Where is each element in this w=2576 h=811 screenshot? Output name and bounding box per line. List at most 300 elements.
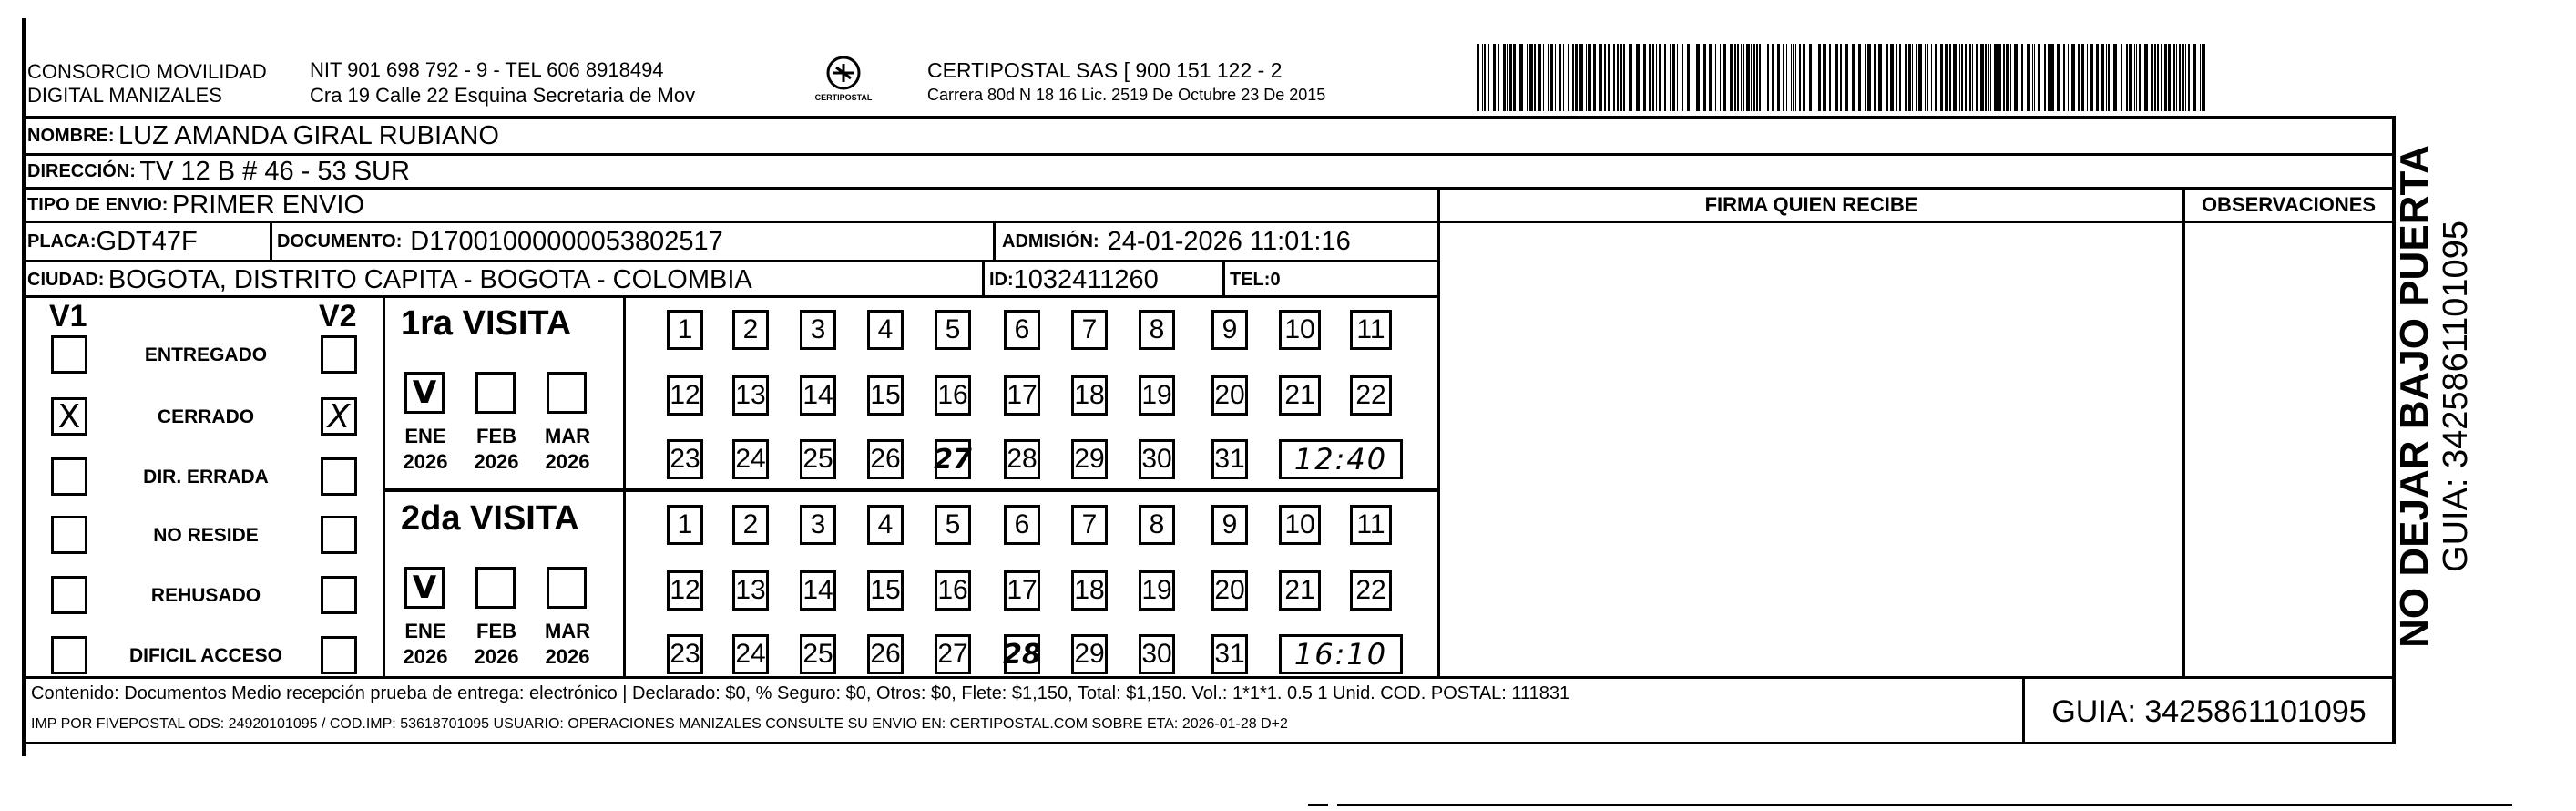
day-box[interactable]	[1071, 439, 1108, 479]
direccion-label: DIRECCIÓN:	[27, 160, 136, 181]
barcode-bar	[2113, 44, 2117, 111]
day-number: 4	[877, 314, 894, 344]
day-number: 28	[1003, 638, 1041, 671]
month-year: 2026	[474, 645, 519, 668]
day-box[interactable]	[732, 310, 769, 350]
day-box[interactable]	[1139, 570, 1175, 611]
barcode-bar	[1538, 44, 1541, 111]
barcode-bar	[2185, 44, 2186, 111]
barcode-bar	[1703, 44, 1706, 111]
barcode-bar	[2071, 44, 2075, 111]
day-number: 10	[1284, 314, 1315, 344]
barcode-bar	[1529, 44, 1533, 111]
barcode-bar	[2134, 44, 2135, 111]
barcode	[1477, 44, 2212, 111]
ciudad-row	[27, 263, 752, 296]
signature-area[interactable]	[1443, 224, 2181, 674]
barcode-bar	[1751, 44, 1752, 111]
barcode-bar	[1786, 44, 1787, 111]
month-name: ENE	[404, 620, 446, 642]
barcode-bar	[1777, 44, 1780, 111]
barcode-bar	[1664, 44, 1666, 111]
barcode-bar	[2200, 44, 2201, 111]
day-number: 14	[802, 575, 833, 605]
barcode-bar	[2139, 44, 2141, 111]
day-number: 15	[870, 380, 901, 410]
day-box[interactable]	[1211, 634, 1248, 674]
barcode-bar	[1916, 44, 1917, 111]
day-number: 19	[1141, 575, 1172, 605]
day-box[interactable]	[800, 375, 836, 416]
placa-row	[27, 225, 198, 258]
barcode-bar	[1988, 44, 1989, 111]
month-checkbox[interactable]	[475, 567, 516, 609]
barcode-bar	[1998, 44, 2001, 111]
side-guia: GUIA: 3425861101095	[2437, 221, 2475, 572]
day-number: 8	[1149, 314, 1165, 344]
v1-checkbox[interactable]	[51, 516, 87, 554]
v2-checkbox[interactable]	[321, 335, 357, 374]
certipostal-line1: CERTIPOSTAL SAS [ 900 151 122 - 2	[927, 58, 1283, 82]
footer-guia: GUIA: 3425861101095	[2051, 694, 2366, 729]
v2-checkbox[interactable]	[321, 457, 357, 496]
day-number: 2	[742, 509, 759, 539]
barcode-bar	[1543, 44, 1544, 111]
day-box[interactable]	[1004, 505, 1040, 545]
month-checkbox[interactable]	[547, 567, 587, 609]
barcode-bar	[2010, 44, 2011, 111]
v1-checkbox[interactable]	[51, 335, 87, 374]
day-box[interactable]	[935, 439, 971, 479]
day-box[interactable]	[1211, 505, 1248, 545]
day-number: 5	[945, 314, 961, 344]
day-box[interactable]	[732, 439, 769, 479]
barcode-bar	[1548, 44, 1549, 111]
barcode-bar	[1899, 44, 1901, 111]
day-number: 2	[742, 314, 759, 344]
documento-row	[277, 225, 723, 258]
barcode-bar	[1604, 44, 1606, 111]
barcode-bar	[2136, 44, 2137, 111]
day-box[interactable]	[1071, 505, 1108, 545]
barcode-bar	[1783, 44, 1784, 111]
day-number: 25	[802, 639, 833, 669]
barcode-bar	[1519, 44, 1523, 111]
day-number: 24	[735, 444, 766, 474]
barcode-bar	[1677, 44, 1678, 111]
barcode-bar	[1912, 44, 1913, 111]
time-value: 16:10	[1293, 637, 1388, 672]
firma-header: FIRMA QUIEN RECIBE	[1704, 193, 1918, 216]
day-number: 12	[670, 380, 700, 410]
barcode-bar	[1969, 44, 1971, 111]
barcode-bar	[1935, 44, 1937, 111]
barcode-bar	[1617, 44, 1619, 111]
barcode-bar	[1687, 44, 1690, 111]
barcode-bar	[1559, 44, 1561, 111]
day-number: 3	[810, 314, 826, 344]
barcode-bar	[1772, 44, 1774, 111]
barcode-bar	[1908, 44, 1911, 111]
month-checkbox[interactable]	[404, 372, 445, 414]
day-box[interactable]	[732, 375, 769, 416]
barcode-bar	[1953, 44, 1957, 111]
id-label: ID:	[989, 269, 1014, 290]
day-number: 11	[1356, 314, 1385, 344]
day-number: 21	[1284, 380, 1315, 410]
v1-checkbox[interactable]	[51, 457, 87, 496]
day-box[interactable]	[1350, 310, 1392, 350]
direccion-row	[27, 155, 410, 188]
day-number: 5	[945, 509, 961, 539]
day-number: 25	[802, 444, 833, 474]
day-box[interactable]	[935, 634, 971, 674]
barcode-bar	[1852, 44, 1855, 111]
visit-title: 1ra VISITA	[401, 304, 572, 343]
barcode-bar	[1579, 44, 1583, 111]
observaciones-area[interactable]	[2186, 224, 2390, 674]
day-box[interactable]	[867, 375, 904, 416]
day-box[interactable]	[1139, 505, 1175, 545]
barcode-bar	[1741, 44, 1742, 111]
day-box[interactable]	[1279, 505, 1321, 545]
nit-line: NIT 901 698 792 - 9 - TEL 606 8918494	[310, 58, 664, 81]
barcode-bar	[1652, 44, 1654, 111]
barcode-bar	[1931, 44, 1932, 111]
barcode-bar	[1498, 44, 1499, 111]
barcode-bar	[1994, 44, 1998, 111]
barcode-bar	[2038, 44, 2040, 111]
barcode-bar	[1599, 44, 1602, 111]
day-box[interactable]	[1004, 310, 1040, 350]
day-number: 4	[877, 509, 894, 539]
day-box[interactable]	[1004, 634, 1040, 674]
time-value: 12:40	[1293, 442, 1388, 477]
month-year: 2026	[545, 645, 590, 668]
barcode-bar	[1509, 44, 1512, 111]
day-number: 28	[1007, 444, 1038, 474]
day-box[interactable]	[935, 375, 971, 416]
day-box[interactable]	[800, 570, 836, 611]
barcode-bar	[2087, 44, 2088, 111]
barcode-bar	[1878, 44, 1882, 111]
barcode-bar	[2034, 44, 2035, 111]
barcode-bar	[2168, 44, 2171, 111]
barcode-bar	[1613, 44, 1615, 111]
barcode-bar	[1835, 44, 1838, 111]
day-number: 18	[1074, 380, 1105, 410]
barcode-bar	[1886, 44, 1888, 111]
barcode-bar	[1927, 44, 1928, 111]
barcode-bar	[1572, 44, 1574, 111]
documento-label: DOCUMENTO:	[277, 231, 403, 252]
month-checkbox[interactable]	[547, 372, 587, 414]
barcode-bar	[2003, 44, 2005, 111]
day-box[interactable]	[1211, 439, 1248, 479]
barcode-bar	[1608, 44, 1610, 111]
barcode-bar	[1715, 44, 1716, 111]
day-number: 17	[1007, 575, 1038, 605]
day-box[interactable]	[732, 570, 769, 611]
barcode-bar	[1534, 44, 1536, 111]
barcode-bar	[1575, 44, 1578, 111]
admision-value: 24-01-2026 11:01:16	[1107, 226, 1351, 256]
barcode-bar	[1803, 44, 1805, 111]
nombre-value: LUZ AMANDA GIRAL RUBIANO	[118, 120, 499, 150]
day-box[interactable]	[867, 570, 904, 611]
day-box[interactable]	[867, 310, 904, 350]
barcode-bar	[1527, 44, 1528, 111]
barcode-bar	[1905, 44, 1907, 111]
documento-value: D17001000000053802517	[410, 226, 723, 256]
barcode-bar	[2096, 44, 2099, 111]
barcode-bar	[2021, 44, 2023, 111]
barcode-bar	[2173, 44, 2175, 111]
barcode-bar	[2006, 44, 2009, 111]
barcode-bar	[2154, 44, 2156, 111]
direccion-value: TV 12 B # 46 - 53 SUR	[139, 156, 410, 186]
v1-header: V1	[49, 299, 87, 334]
status-label: CERRADO	[157, 406, 255, 427]
day-box[interactable]	[667, 570, 703, 611]
day-box[interactable]	[1211, 570, 1248, 611]
barcode-bar	[1737, 44, 1739, 111]
barcode-bar	[2188, 44, 2190, 111]
day-box[interactable]	[867, 634, 904, 674]
day-number: 17	[1007, 380, 1038, 410]
barcode-bar	[1672, 44, 1675, 111]
day-number: 27	[937, 639, 968, 669]
barcode-bar	[1990, 44, 1991, 111]
day-box[interactable]	[667, 375, 703, 416]
status-label: ENTREGADO	[144, 344, 268, 365]
day-number: 15	[870, 575, 901, 605]
day-box[interactable]	[935, 310, 971, 350]
barcode-bar	[1972, 44, 1973, 111]
month-name: ENE	[404, 425, 446, 447]
barcode-bar	[1965, 44, 1967, 111]
day-number: 9	[1222, 314, 1238, 344]
side-warning: NO DEJAR BAJO PUERTA	[2392, 145, 2437, 648]
month-checkbox[interactable]	[475, 372, 516, 414]
day-box[interactable]	[1071, 375, 1108, 416]
tel-row	[1230, 263, 1281, 296]
barcode-bar	[1845, 44, 1848, 111]
day-box[interactable]	[667, 310, 703, 350]
v2-checkbox[interactable]	[321, 516, 357, 554]
id-row	[989, 263, 1159, 296]
barcode-bar	[1720, 44, 1721, 111]
barcode-bar	[2101, 44, 2104, 111]
day-number: 20	[1214, 575, 1245, 605]
barcode-bar	[1477, 44, 1479, 111]
certipostal-line2: Carrera 80d N 18 16 Lic. 2519 De Octubre 23 De 2015	[927, 86, 1326, 104]
visit-title: 2da VISITA	[401, 499, 579, 538]
status-label: DIR. ERRADA	[143, 467, 269, 488]
barcode-bar	[1588, 44, 1590, 111]
imp-line: IMP POR FIVEPOSTAL ODS: 24920101095 / COD.IMP: 53618701095 USUARIO: OPERACIONES MANIZALES CONSULTE SU ENVIO EN: CERTIPOSTAL.COM SOBRE ETA: 2026-01-28 D+2	[31, 716, 1288, 732]
day-box[interactable]	[1004, 439, 1040, 479]
month-name: FEB	[476, 620, 516, 642]
day-box[interactable]	[800, 310, 836, 350]
barcode-bar	[1670, 44, 1671, 111]
day-number: 24	[735, 639, 766, 669]
barcode-bar	[2202, 44, 2205, 111]
day-number: 20	[1214, 380, 1245, 410]
barcode-bar	[2144, 44, 2148, 111]
placa-label: PLACA:	[27, 231, 97, 252]
barcode-bar	[2182, 44, 2184, 111]
ciudad-value: BOGOTA, DISTRITO CAPITA - BOGOTA - COLOMBIA	[107, 264, 752, 294]
day-box[interactable]	[800, 439, 836, 479]
barcode-bar	[1793, 44, 1794, 111]
status-label: DIFICIL ACCESO	[128, 645, 282, 666]
barcode-bar	[2157, 44, 2159, 111]
tipo-envio-value: PRIMER ENVIO	[171, 190, 365, 220]
barcode-bar	[1896, 44, 1897, 111]
day-box[interactable]	[1071, 310, 1108, 350]
day-box[interactable]	[1139, 439, 1175, 479]
side-text	[2392, 137, 2475, 656]
company-name-line2: DIGITAL MANIZALES	[27, 84, 222, 107]
barcode-bar	[1493, 44, 1496, 111]
day-box[interactable]	[1139, 634, 1175, 674]
barcode-bar	[1629, 44, 1632, 111]
barcode-bar	[1734, 44, 1736, 111]
day-box[interactable]	[667, 505, 703, 545]
barcode-bar	[1809, 44, 1812, 111]
day-number: 18	[1074, 575, 1105, 605]
day-number: 6	[1014, 314, 1030, 344]
day-number: 23	[670, 639, 700, 669]
day-box[interactable]	[867, 439, 904, 479]
barcode-bar	[1656, 44, 1657, 111]
day-box[interactable]	[800, 634, 836, 674]
day-number: 26	[870, 639, 901, 669]
day-box[interactable]	[800, 505, 836, 545]
day-box[interactable]	[732, 634, 769, 674]
day-number: 13	[735, 575, 766, 605]
day-box[interactable]	[1211, 375, 1248, 416]
time-box[interactable]	[1279, 634, 1403, 674]
day-box[interactable]	[667, 634, 703, 674]
barcode-bar	[2063, 44, 2065, 111]
barcode-bar	[2176, 44, 2177, 111]
nombre-label: NOMBRE:	[27, 125, 115, 146]
day-box[interactable]	[1350, 505, 1392, 545]
barcode-bar	[1980, 44, 1984, 111]
day-box[interactable]	[1279, 375, 1321, 416]
barcode-bar	[1767, 44, 1769, 111]
month-year: 2026	[474, 450, 519, 473]
day-number: 26	[870, 444, 901, 474]
barcode-bar	[1925, 44, 1926, 111]
barcode-bar	[2151, 44, 2153, 111]
month-name: MAR	[544, 425, 591, 447]
month-checkbox[interactable]	[404, 567, 445, 609]
day-box[interactable]	[935, 505, 971, 545]
day-box[interactable]	[1071, 570, 1108, 611]
day-box[interactable]	[667, 439, 703, 479]
day-box[interactable]	[1139, 310, 1175, 350]
barcode-bar	[1503, 44, 1506, 111]
barcode-bar	[1550, 44, 1553, 111]
day-number: 6	[1014, 509, 1030, 539]
day-box[interactable]	[732, 505, 769, 545]
v2-checkbox[interactable]	[321, 576, 357, 614]
v1-checkbox[interactable]	[51, 636, 87, 674]
day-number: 31	[1214, 444, 1245, 474]
time-box[interactable]	[1279, 439, 1403, 479]
day-box[interactable]	[1211, 310, 1248, 350]
barcode-bar	[1759, 44, 1761, 111]
company-name-line1: CONSORCIO MOVILIDAD	[27, 60, 267, 83]
address-line: Cra 19 Calle 22 Esquina Secretaria de Mov	[310, 84, 696, 107]
v1-checkbox[interactable]	[51, 576, 87, 614]
barcode-bar	[1513, 44, 1516, 111]
day-number: 7	[1081, 509, 1098, 539]
barcode-bar	[1795, 44, 1796, 111]
tipo-envio-label: TIPO DE ENVIO:	[27, 194, 169, 215]
month-name: MAR	[544, 620, 591, 642]
day-box[interactable]	[935, 570, 971, 611]
barcode-bar	[1507, 44, 1508, 111]
day-number: 1	[677, 314, 693, 344]
v2-checkbox[interactable]	[321, 397, 357, 436]
barcode-bar	[1696, 44, 1700, 111]
barcode-bar	[2048, 44, 2050, 111]
day-box[interactable]	[1004, 570, 1040, 611]
day-box[interactable]	[1350, 375, 1392, 416]
day-box[interactable]	[1004, 375, 1040, 416]
day-box[interactable]	[1279, 570, 1321, 611]
day-number: 14	[802, 380, 833, 410]
barcode-bar	[2081, 44, 2084, 111]
month-year: 2026	[403, 645, 448, 668]
day-box[interactable]	[1279, 310, 1321, 350]
day-box[interactable]	[1071, 634, 1108, 674]
tel-label: TEL:	[1230, 269, 1271, 290]
month-mark: V	[412, 570, 437, 606]
v2-mark: X	[327, 398, 351, 436]
day-number: 19	[1141, 380, 1172, 410]
logo-text: CERTIPOSTAL	[814, 93, 873, 102]
barcode-bar	[1818, 44, 1821, 111]
day-number: 30	[1141, 444, 1172, 474]
v1-checkbox[interactable]	[51, 397, 87, 436]
barcode-bar	[1555, 44, 1556, 111]
day-number: 13	[735, 380, 766, 410]
barcode-bar	[1586, 44, 1587, 111]
barcode-bar	[2108, 44, 2110, 111]
day-box[interactable]	[1139, 375, 1175, 416]
day-box[interactable]	[867, 505, 904, 545]
v2-checkbox[interactable]	[321, 636, 357, 674]
barcode-bar	[1890, 44, 1894, 111]
day-number: 27	[934, 443, 972, 476]
day-box[interactable]	[1350, 570, 1392, 611]
status-label: NO RESIDE	[153, 525, 259, 546]
barcode-bar	[1482, 44, 1483, 111]
barcode-bar	[1756, 44, 1758, 111]
barcode-bar	[2129, 44, 2132, 111]
barcode-bar	[2126, 44, 2128, 111]
day-number: 30	[1141, 639, 1172, 669]
barcode-bar	[2027, 44, 2030, 111]
barcode-bar	[1636, 44, 1640, 111]
day-number: 7	[1081, 314, 1098, 344]
barcode-bar	[2014, 44, 2018, 111]
